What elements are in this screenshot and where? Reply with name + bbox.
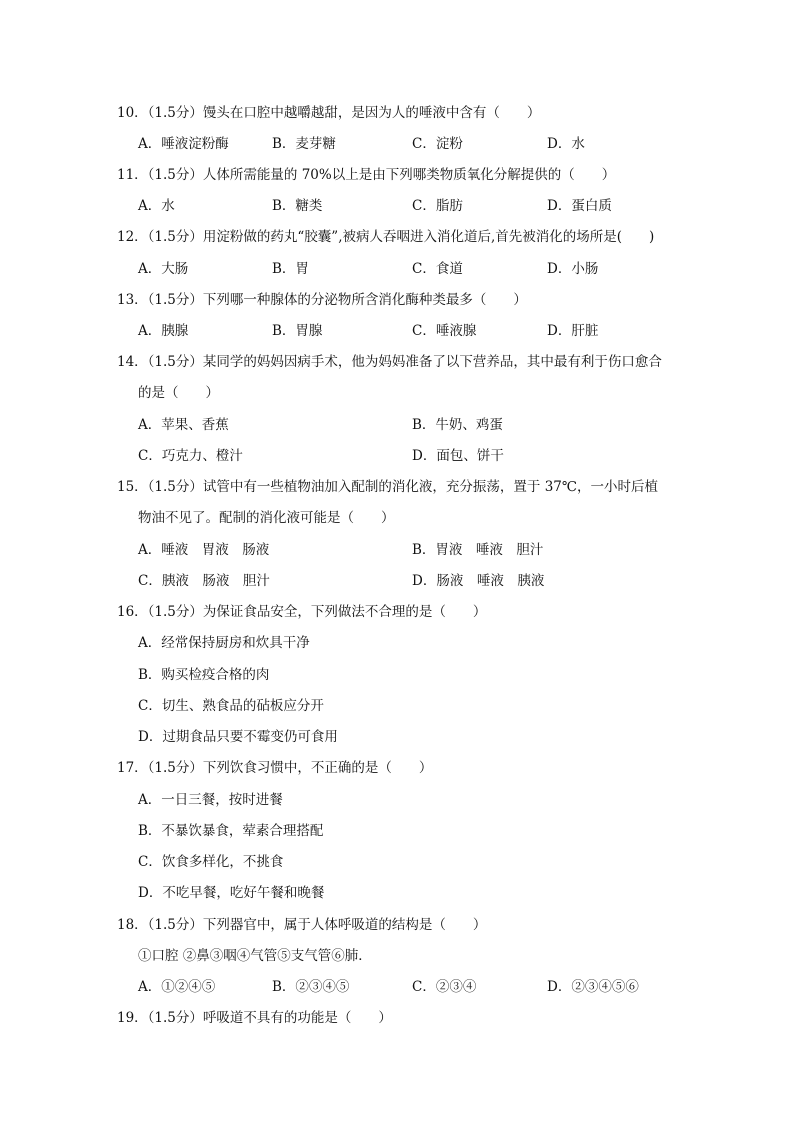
question-17-stem: 17．（1.5分）下列饮食习惯中，不正确的是（ ） [117,760,433,776]
question-16-option-b: B．购买检疫合格的肉 [138,667,270,683]
question-10-option-b: B．麦芽糖 [272,136,336,152]
question-18-option-c: C．②③④ [412,979,477,995]
question-10-stem: 10．（1.5分）馒头在口腔中越嚼越甜，是因为人的唾液中含有（ ） [117,105,541,121]
question-16-option-d: D．过期食品只要不霉变仍可食用 [138,729,338,745]
question-17-option-d: D．不吃早餐，吃好午餐和晚餐 [138,885,325,901]
question-17-option-a: A．一日三餐，按时进餐 [138,792,283,808]
question-18-stem-continued: ①口腔 ②鼻③咽④气管⑤支气管⑥肺． [138,948,372,964]
question-18-stem: 18．（1.5分）下列器官中，属于人体呼吸道的结构是（ ） [117,917,487,933]
question-14-stem: 14．（1.5分）某同学的妈妈因病手术，他为妈妈准备了以下营养品，其中最有利于伤口愈合 [117,354,662,370]
question-11-option-c: C．脂肪 [412,198,463,214]
question-19-stem: 19．（1.5分）呼吸道不具有的功能是（ ） [117,1010,392,1026]
question-11-option-b: B．糖类 [272,198,323,214]
question-12-option-b: B．胃 [272,261,309,277]
question-10-option-c: C．淀粉 [412,136,463,152]
question-15-stem-continued: 物油不见了。配制的消化液可能是（ ） [138,510,395,526]
question-17-option-b: B．不暴饮暴食，荤素合理搭配 [138,823,324,839]
question-13-option-a: A．胰腺 [138,323,189,339]
question-13-stem: 13．（1.5分）下列哪一种腺体的分泌物所含消化酶种类最多（ ） [117,292,527,308]
question-13-option-d: D．肝脏 [547,323,599,339]
question-17-option-c: C．饮食多样化，不挑食 [138,854,284,870]
question-12-option-d: D．小肠 [547,261,599,277]
question-12-stem: 12．（1.5分）用淀粉做的药丸“胶囊”,被病人吞咽进入消化道后,首先被消化的场所是( ) [117,229,655,245]
question-14-option-a: A．苹果、香蕉 [138,417,229,433]
question-15-option-d: D．肠液 唾液 胰液 [412,573,545,589]
question-11-stem: 11．（1.5分）人体所需能量的 70%以上是由下列哪类物质氧化分解提供的（ ） [117,167,616,183]
question-10-option-d: D．水 [547,136,585,152]
question-13-option-b: B．胃腺 [272,323,323,339]
question-14-stem-continued: 的是（ ） [138,385,219,401]
question-18-option-b: B．②③④⑤ [272,979,350,995]
question-11-option-a: A．水 [138,198,175,214]
question-18-option-d: D．②③④⑤⑥ [547,979,639,995]
question-15-option-c: C．胰液 肠液 胆汁 [138,573,270,589]
question-15-option-b: B．胃液 唾液 胆汁 [412,542,544,558]
question-15-stem: 15．（1.5分）试管中有一些植物油加入配制的消化液，充分振荡，置于 37℃，一小时后植 [117,479,658,495]
question-11-option-d: D．蛋白质 [547,198,612,214]
question-18-option-a: A．①②④⑤ [138,979,216,995]
question-14-option-c: C．巧克力、橙汁 [138,448,243,464]
question-12-option-c: C．食道 [412,261,463,277]
question-10-option-a: A．唾液淀粉酶 [138,136,229,152]
question-15-option-a: A．唾液 胃液 肠液 [138,542,270,558]
question-14-option-d: D．面包、饼干 [412,448,504,464]
question-16-stem: 16．（1.5分）为保证食品安全，下列做法不合理的是（ ） [117,604,487,620]
question-14-option-b: B．牛奶、鸡蛋 [412,417,503,433]
question-13-option-c: C．唾液腺 [412,323,477,339]
question-16-option-a: A．经常保持厨房和炊具干净 [138,635,310,651]
question-12-option-a: A．大肠 [138,261,189,277]
question-16-option-c: C．切生、熟食品的砧板应分开 [138,698,324,714]
